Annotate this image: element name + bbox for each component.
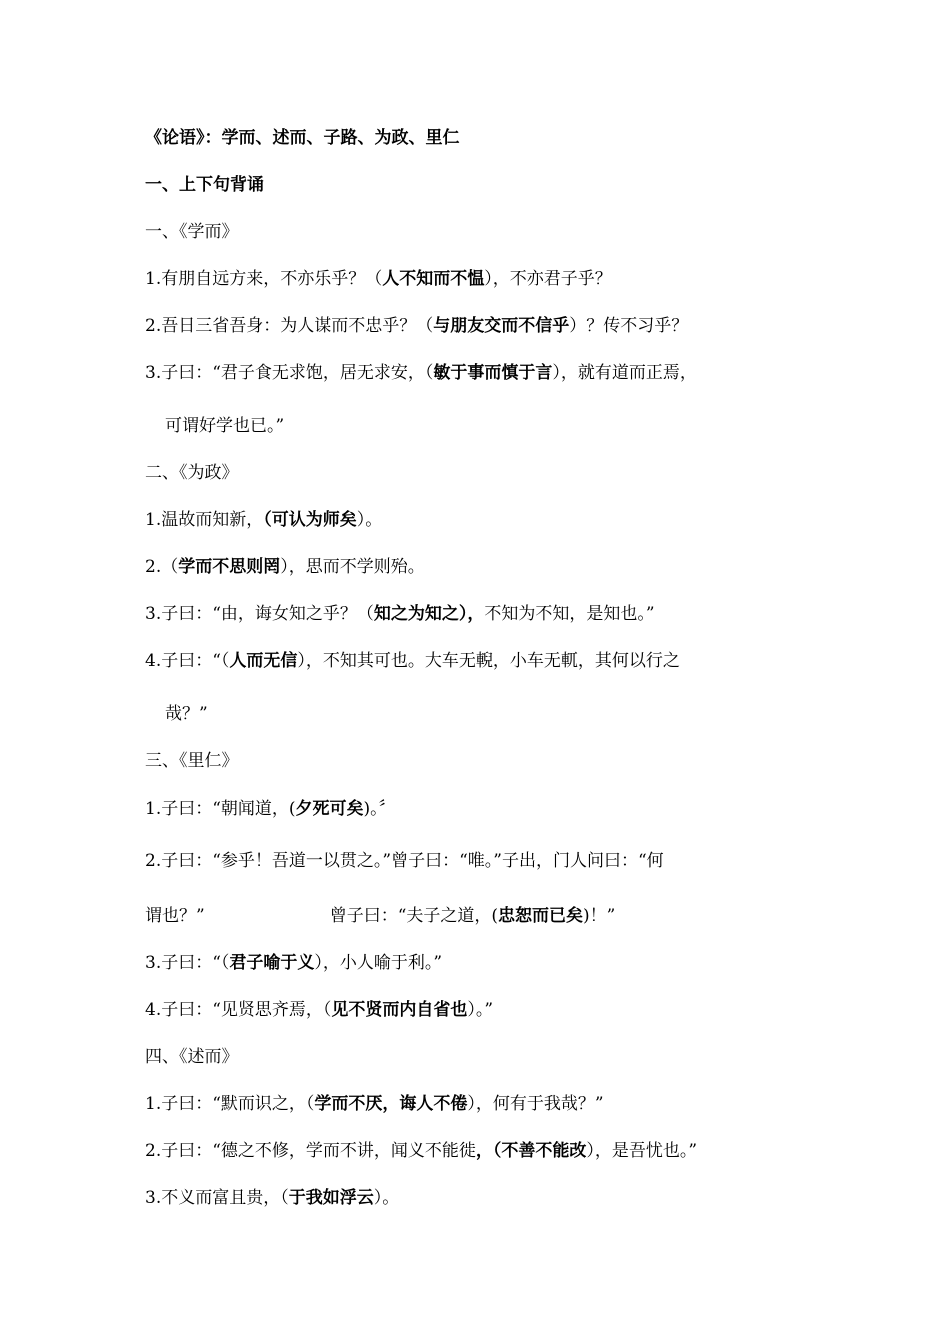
list-item: 3.子曰：“君子食无求饱，居无求安，（敏于事而慎于言），就有道而正焉， (145, 363, 697, 383)
list-item: 4.子曰：“见贤思齐焉，（见不贤而内自省也）。” (145, 1000, 494, 1020)
list-item-continuation: 可谓好学也已。” (165, 416, 285, 436)
page-title: 《论语》：学而、述而、子路、为政、里仁 (145, 128, 460, 148)
section-heading: 一、上下句背诵 (145, 175, 264, 195)
chapter-heading-liren: 三、《里仁》 (145, 751, 239, 771)
list-item: 1.有朋自远方来，不亦乐乎？（人不知而不愠），不亦君子乎？ (145, 269, 612, 289)
list-item: 2.子曰：“德之不修，学而不讲，闻义不能徙，（不善不能改），是吾忧也。” (145, 1141, 698, 1161)
list-item: 2.子曰：“参乎！吾道一以贯之。”曾子曰：“唯。”子出，门人问曰：“何 (145, 851, 664, 871)
list-item-continuation: 谓也？” 曾子曰：“夫子之道，(忠恕而已矣)！” (145, 906, 616, 926)
list-item: 4.子曰：“（人而无信），不知其可也。大车无輗，小车无軏，其何以行之 (145, 651, 680, 671)
list-item-continuation: 哉？” (165, 704, 208, 724)
chapter-heading-shuer: 四、《述而》 (145, 1047, 239, 1067)
list-item: 3.子曰：“（君子喻于义），小人喻于利。” (145, 953, 443, 973)
list-item: 2.吾日三省吾身：为人谋而不忠乎？（与朋友交而不信乎）？传不习乎？ (145, 316, 689, 336)
list-item: 3.子曰：“由，诲女知之乎？（知之为知之），不知为不知，是知也。” (145, 604, 655, 624)
chapter-heading-weizheng: 二、《为政》 (145, 463, 239, 483)
chapter-heading-xuer: 一、《学而》 (145, 222, 239, 242)
list-item: 1.温故而知新，（可认为师矣）。 (145, 510, 383, 530)
list-item: 2.（学而不思则罔），思而不学则殆。 (145, 557, 425, 577)
list-item: 1.子曰：“默而识之，（学而不厌，诲人不倦），何有于我哉？” (145, 1094, 604, 1114)
list-item: 1.子曰：“朝闻道，(夕死可矣)。〞 (145, 799, 396, 819)
list-item: 3.不义而富且贵，（于我如浮云）。 (145, 1188, 400, 1208)
